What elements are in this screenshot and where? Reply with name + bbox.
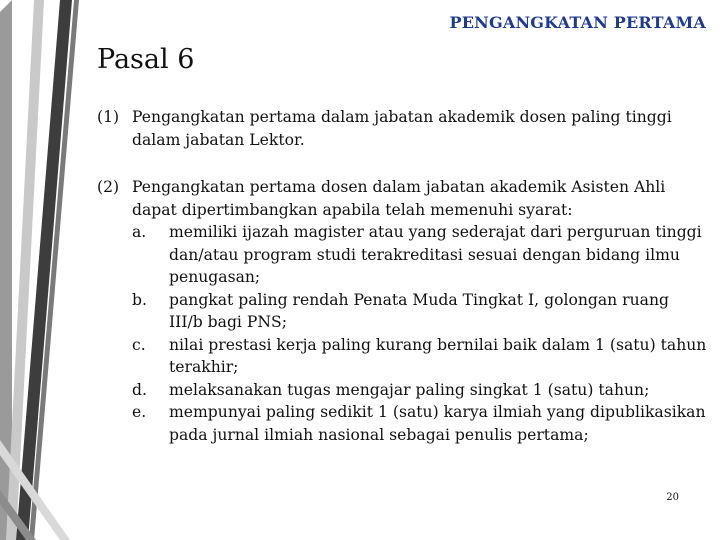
- page-title: Pasal 6: [97, 44, 195, 75]
- item-text: mempunyai paling sedikit 1 (satu) karya ilmiah yang dipublikasikan pada jurnal ilmiah nasional sebagai penulis pertama;: [169, 403, 706, 444]
- item-letter: d.: [132, 380, 147, 399]
- item-letter: a.: [132, 223, 147, 241]
- page-number: 20: [666, 492, 679, 503]
- item-text: nilai prestasi kerja paling kurang bernilai baik dalam 1 (satu) tahun terakhir;: [169, 335, 707, 376]
- item-letter: c.: [132, 335, 146, 354]
- list-item: [132, 401, 707, 446]
- clause-number: (2): [97, 178, 120, 196]
- clause-text: Pengangkatan pertama dosen dalam jabatan akademik Asisten Ahli dapat dipertimbangkan apabila telah memenuhi syarat:: [132, 178, 666, 219]
- list-item: [132, 289, 707, 334]
- list-item: [132, 379, 707, 402]
- decorative-stripes: [0, 0, 90, 540]
- clause-text: Pengangkatan pertama dalam jabatan akademik dosen paling tinggi dalam jabatan Lektor.: [132, 108, 672, 149]
- header-title: PENGANGKATAN PERTAMA: [449, 13, 706, 32]
- item-letter: e.: [132, 403, 147, 421]
- clause-number: (1): [97, 108, 120, 126]
- article-body: [97, 106, 707, 446]
- list-item: [132, 221, 707, 289]
- item-text: memiliki ijazah magister atau yang sederajat dari perguruan tinggi dan/atau program studi terakreditasi sesuai dengan bidang ilmu penugasan;: [169, 223, 702, 286]
- clause-2: [97, 176, 707, 446]
- item-text: melaksanakan tugas mengajar paling singkat 1 (satu) tahun;: [169, 380, 650, 399]
- item-letter: b.: [132, 290, 147, 309]
- item-text: pangkat paling rendah Penata Muda Tingkat I, golongan ruang III/b bagi PNS;: [169, 290, 669, 331]
- clause-1: [97, 106, 707, 151]
- list-item: [132, 334, 707, 379]
